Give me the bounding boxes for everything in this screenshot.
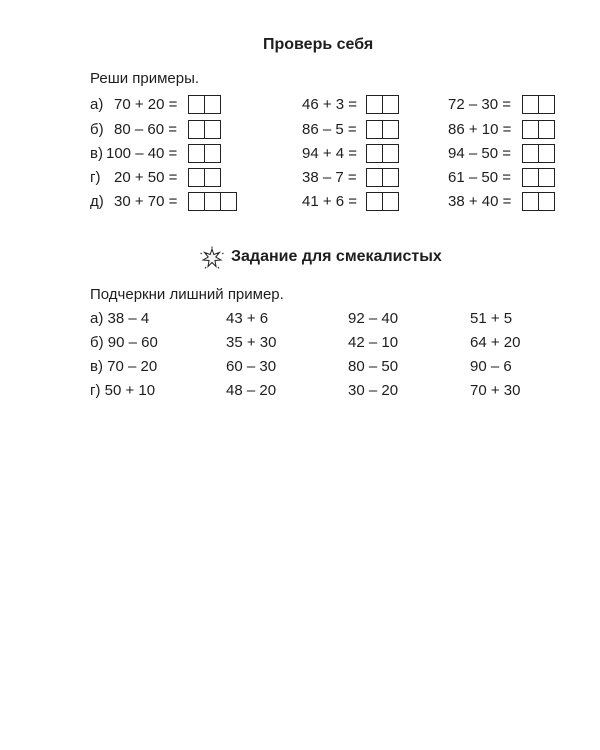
answer-boxes[interactable] bbox=[188, 144, 220, 163]
example: 46 + 3 = bbox=[302, 96, 358, 113]
row-letter: в) bbox=[90, 145, 103, 162]
example: 70 + 20 = bbox=[114, 96, 178, 113]
sparkle-star-icon bbox=[200, 246, 224, 270]
odd-one-out-option[interactable]: 30 – 20 bbox=[348, 382, 399, 399]
odd-one-out-option[interactable]: в) 70 – 20 bbox=[90, 358, 158, 375]
odd-one-out-option[interactable]: 90 – 6 bbox=[470, 358, 512, 375]
odd-one-out-option[interactable]: 70 + 30 bbox=[470, 382, 521, 399]
section2-title: Задание для смекалистых bbox=[231, 248, 442, 265]
answer-boxes[interactable] bbox=[366, 192, 398, 211]
answer-boxes[interactable] bbox=[188, 168, 220, 187]
section2-instruction: Подчеркни лишний пример. bbox=[90, 286, 284, 303]
row-letter: г) bbox=[90, 169, 101, 186]
example: 41 + 6 = bbox=[302, 193, 358, 210]
example: 80 – 60 = bbox=[114, 121, 177, 138]
odd-one-out-option[interactable]: г) 50 + 10 bbox=[90, 382, 156, 399]
example: 61 – 50 = bbox=[448, 169, 511, 186]
odd-one-out-option[interactable]: 48 – 20 bbox=[226, 382, 277, 399]
section1-title: Проверь себя bbox=[263, 36, 374, 53]
odd-one-out-option[interactable]: 92 – 40 bbox=[348, 310, 399, 327]
odd-one-out-option[interactable]: 43 + 6 bbox=[226, 310, 269, 327]
example: 100 – 40 = bbox=[106, 145, 178, 162]
answer-boxes[interactable] bbox=[366, 95, 398, 114]
section1-instruction: Реши примеры. bbox=[90, 70, 200, 87]
answer-boxes[interactable] bbox=[522, 95, 554, 114]
odd-one-out-option[interactable]: 80 – 50 bbox=[348, 358, 399, 375]
answer-boxes[interactable] bbox=[522, 168, 554, 187]
answer-boxes[interactable] bbox=[522, 192, 554, 211]
answer-boxes[interactable] bbox=[188, 120, 220, 139]
example: 72 – 30 = bbox=[448, 96, 511, 113]
row-letter: а) bbox=[90, 96, 104, 113]
answer-boxes[interactable] bbox=[366, 120, 398, 139]
example: 86 + 10 = bbox=[448, 121, 512, 138]
example: 94 + 4 = bbox=[302, 145, 358, 162]
row-letter: д) bbox=[90, 193, 104, 210]
example: 38 + 40 = bbox=[448, 193, 512, 210]
odd-one-out-option[interactable]: б) 90 – 60 bbox=[90, 334, 158, 351]
example: 30 + 70 = bbox=[114, 193, 178, 210]
answer-boxes[interactable] bbox=[522, 144, 554, 163]
answer-boxes[interactable] bbox=[366, 168, 398, 187]
answer-boxes[interactable] bbox=[188, 192, 236, 211]
odd-one-out-option[interactable]: 42 – 10 bbox=[348, 334, 399, 351]
example: 94 – 50 = bbox=[448, 145, 511, 162]
answer-boxes[interactable] bbox=[366, 144, 398, 163]
odd-one-out-option[interactable]: 60 – 30 bbox=[226, 358, 277, 375]
odd-one-out-option[interactable]: а) 38 – 4 bbox=[90, 310, 150, 327]
row-letter: б) bbox=[90, 121, 104, 138]
example: 20 + 50 = bbox=[114, 169, 178, 186]
odd-one-out-option[interactable]: 51 + 5 bbox=[470, 310, 513, 327]
odd-one-out-option[interactable]: 64 + 20 bbox=[470, 334, 521, 351]
odd-one-out-option[interactable]: 35 + 30 bbox=[226, 334, 277, 351]
answer-boxes[interactable] bbox=[188, 95, 220, 114]
example: 38 – 7 = bbox=[302, 169, 357, 186]
answer-boxes[interactable] bbox=[522, 120, 554, 139]
example: 86 – 5 = bbox=[302, 121, 357, 138]
